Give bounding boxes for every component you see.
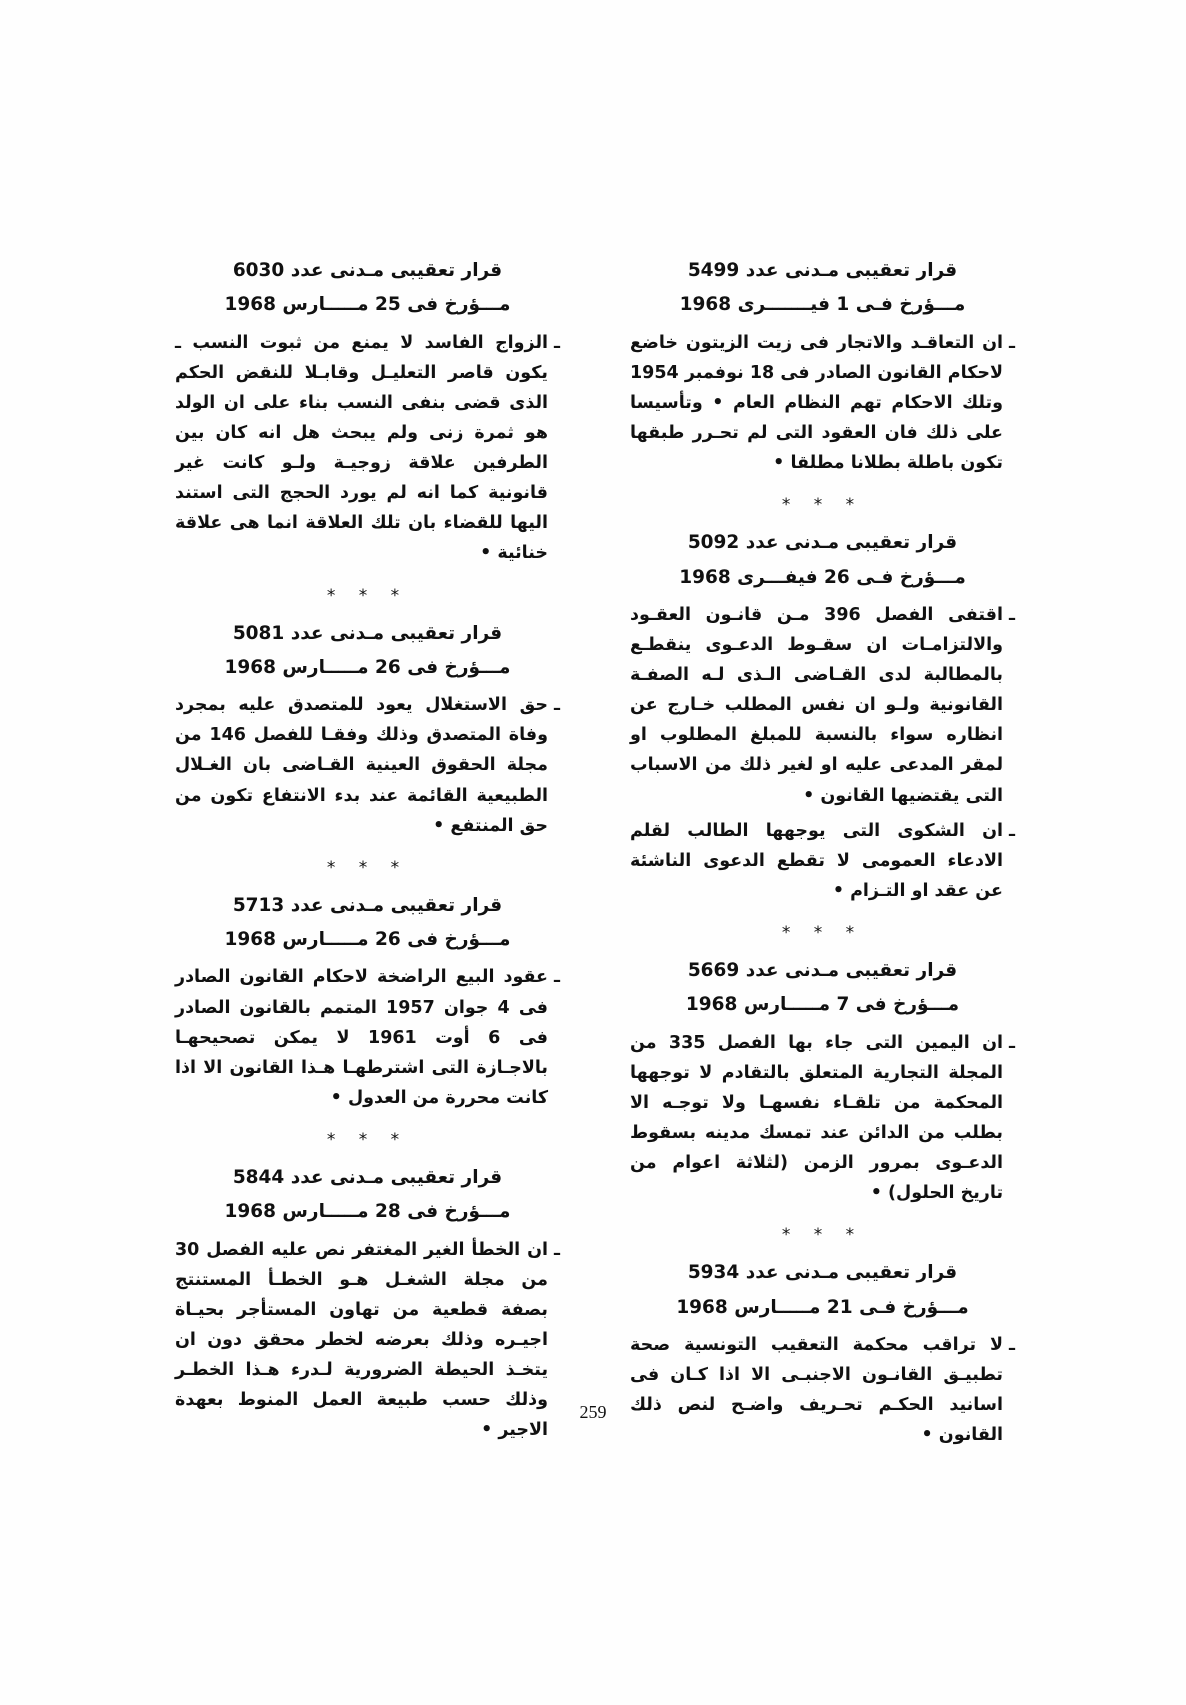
entry-title: قرار تعقيبى مـدنى عدد 6030 xyxy=(232,260,503,281)
entry-title: قرار تعقيبى مـدنى عدد 5669 xyxy=(687,959,958,981)
left-column xyxy=(175,255,560,1441)
entry-title: قرار تعقيبى مـدنى عدد 5713 xyxy=(232,894,503,916)
separator: * * * xyxy=(781,922,864,943)
entry-paragraph xyxy=(175,690,560,840)
dash-marker: ـ xyxy=(1009,1032,1015,1053)
separator: * * * xyxy=(326,585,409,606)
entry-5081 xyxy=(175,618,560,846)
entry-paragraph xyxy=(630,600,1015,811)
dash-marker: ـ xyxy=(1009,604,1015,625)
entry-paragraph xyxy=(630,1028,1015,1209)
paragraph-text: الزواج الفاسد لا يمنع من ثبوت النسب ـ يكون قاصر التعليـل وقابـلا للنقض الحكم الذى قضى بنفى النسب بناء على ان الولد هو ثمرة زنى ولم يبحث هل انه كان بين الطرفين علاقة زوجيـة ولـو كانت غير قانونية كما انه لم يورد الحجج التى استند اليها للقضاء بان تلك العلاقة انما هى علاقة خنائية • xyxy=(175,332,549,564)
separator: * * * xyxy=(781,495,864,516)
dash-marker: ـ xyxy=(1009,1334,1015,1355)
dash-marker: ـ xyxy=(554,1239,560,1260)
paragraph-text: اقتفى الفصل 396 مـن قانـون العقـود والالتزامـات ان سقـوط الدعـوى ينقطـع بالمطالبة لدى القـاضى الـذى لـه الصفـة القانونية ولـو ان نفس المطلب خـارج عن انظاره سواء بالنسبة للمبلغ المطلوب او لمقر المدعى عليه او لغير ذلك من الاسباب التى يقتضيها القانون • xyxy=(630,604,1004,806)
paragraph-text: ان اليمين التى جاء بها الفصل 335 من المجلة التجارية المتعلق بالتقادم لا توجهها المحكمة من تلقـاء نفسهـا ولا توجـه الا بطلب من الدائن عند تمسك مدينه بسقوط الدعـوى بمرور الزمن (لثلاثة اعوام من تاريخ الحلول) • xyxy=(630,1032,1004,1204)
paragraph-text: ان التعاقـد والاتجار فى زيت الزيتون خاضع لاحكام القانون الصادر فى 18 نوفمبر 1954 وتلك الاحكام تهم النظام العام • وتأسيسا على ذلك فان العقود التى لم تحـرر طبقها تكون باطلة بطلانا مطلقا • xyxy=(630,332,1004,474)
entry-title: قرار تعقيبى مـدنى عدد 5092 xyxy=(687,532,958,554)
paragraph-text: حق الاستغلال يعود للمتصدق عليه بمجرد وفاة المتصدق وذلك وفقـا للفصل 146 من مجلة الحقوق العينية القـاضى بان الغـلال الطبيعية القائمة عند بدء الانتفاع تكون من حق المنتفع • xyxy=(175,695,549,836)
entry-5499 xyxy=(630,255,1015,483)
dash-marker: ـ xyxy=(554,967,560,988)
right-column xyxy=(630,255,1015,1446)
entry-date: مـــؤرخ فى 28 مـــــارس 1968 xyxy=(224,1201,511,1223)
entry-date: مـــؤرخ فـى 1 فيـــــــرى 1968 xyxy=(679,294,966,316)
entry-5934 xyxy=(630,1257,1015,1455)
entry-date: مـــؤرخ فى 25 مـــــارس 1968 xyxy=(224,294,511,316)
dash-marker: ـ xyxy=(554,695,560,716)
entry-date: مـــؤرخ فى 26 مـــــارس 1968 xyxy=(224,656,511,678)
dash-marker: ـ xyxy=(554,332,560,353)
entry-paragraph xyxy=(175,962,560,1112)
paragraph-text: ان الخطأ الغير المغتفر نص عليه الفصل 30 من مجلة الشغـل هـو الخطـأ المستنتج بصفة قطعية من تهاون المستأجر بحيـاة اجيـره وذلك بعرضه لخطر محقق دون ان يتخـذ الحيطة الضرورية لـدرء هـذا الخطـر وذلك حسب طبيعة العمل المنوط بعهدة الاجير • xyxy=(175,1239,549,1441)
entry-date: مـــؤرخ فـى 26 فيفـــرى 1968 xyxy=(679,566,966,588)
entry-date: مـــؤرخ فى 26 مـــــارس 1968 xyxy=(224,929,511,951)
entry-paragraph xyxy=(630,1330,1015,1450)
entry-5669 xyxy=(630,955,1015,1213)
entry-date: مـــؤرخ فى 7 مـــــارس 1968 xyxy=(685,994,960,1016)
entry-5092 xyxy=(630,527,1015,911)
entry-title: قرار تعقيبى مـدنى عدد 5934 xyxy=(687,1262,958,1284)
dash-marker: ـ xyxy=(1009,820,1015,841)
page-number: 259 xyxy=(579,1402,607,1422)
entry-title: قرار تعقيبى مـدنى عدد 5844 xyxy=(232,1166,503,1188)
entry-6030 xyxy=(175,255,560,574)
entry-title: قرار تعقيبى مـدنى عدد 5081 xyxy=(232,622,503,644)
entry-title: قرار تعقيبى مـدنى عدد 5499 xyxy=(687,260,958,281)
entry-paragraph xyxy=(175,328,560,569)
paragraph-text: لا تراقب محكمة التعقيب التونسية صحة تطبيـق القانـون الاجنبـى الا اذا كـان فى اسانيد الحكـم تحـريف واضـح لنص ذلك القانون • xyxy=(630,1334,1004,1446)
paragraph-text: ان الشكوى التى يوجهها الطالب لقلم الادعاء العمومى لا تقطع الدعوى الناشئة عن عقد او التـزام • xyxy=(630,820,1004,901)
entry-paragraph xyxy=(630,816,1015,906)
dash-marker: ـ xyxy=(1009,332,1015,353)
entry-5713 xyxy=(175,890,560,1118)
paragraph-text: عقود البيع الراضخة لاحكام القانون الصادر فى 4 جوان 1957 المتمم بالقانون الصادر فى 6 أوت 1961 لا يمكن تصحيحهـا بالاجـازة التى اشترطهـا هـذا القانون الا اذا كانت محررة من العدول • xyxy=(175,967,549,1108)
separator: * * * xyxy=(326,857,409,878)
entry-date: مـــؤرخ فـى 21 مـــــارس 1968 xyxy=(676,1296,969,1318)
separator: * * * xyxy=(781,1225,864,1246)
entry-paragraph xyxy=(630,328,1015,478)
separator: * * * xyxy=(326,1129,409,1150)
